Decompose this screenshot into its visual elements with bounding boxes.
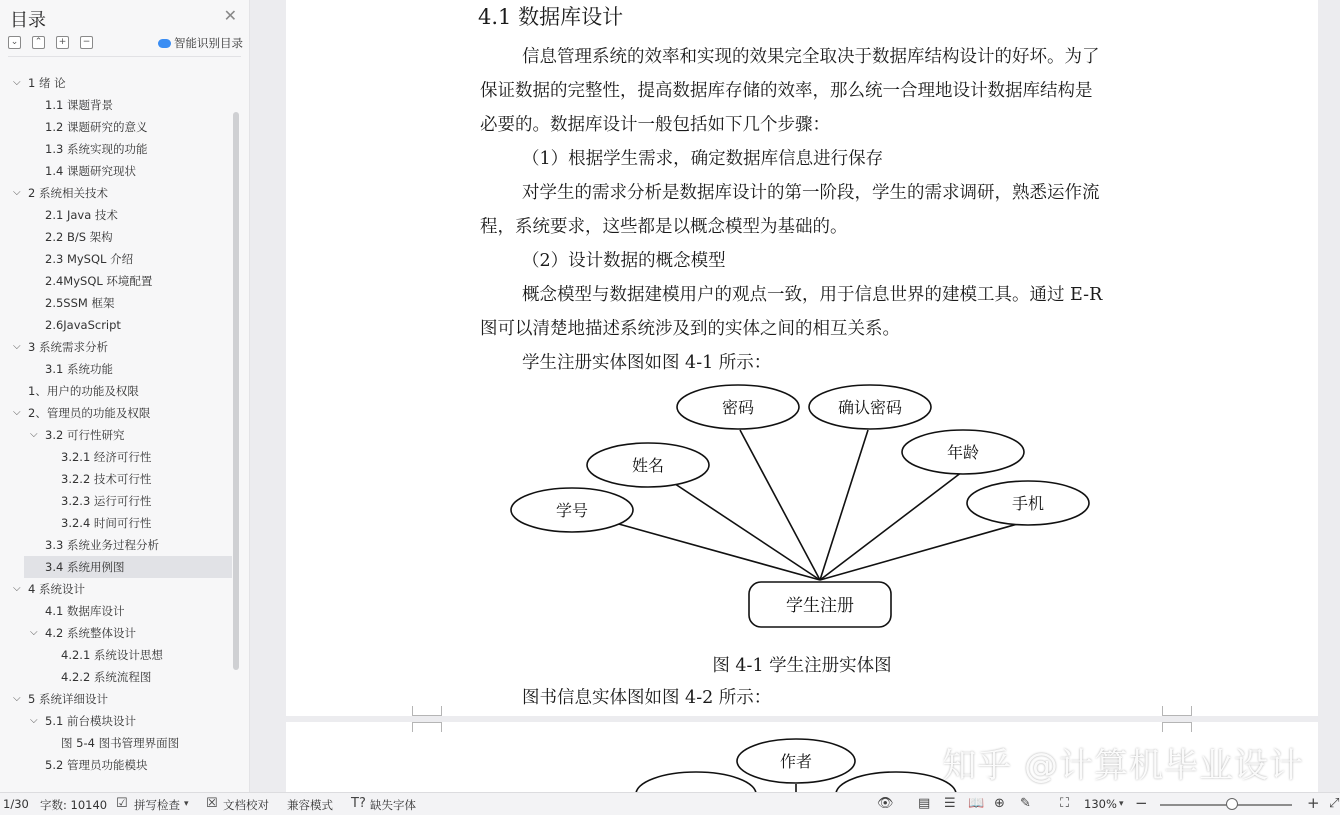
eye-protection-icon[interactable]: 👁 bbox=[877, 796, 894, 811]
toc-header bbox=[0, 0, 249, 34]
read-view-icon[interactable]: 📖 bbox=[968, 796, 985, 811]
toc-item[interactable] bbox=[0, 204, 236, 226]
toc-item-label: 2、管理员的功能及权限 bbox=[28, 406, 151, 420]
spell-check-icon: ☑ bbox=[116, 796, 128, 811]
toc-item[interactable] bbox=[0, 600, 236, 622]
watermark-text: 知乎 @计算机毕业设计 bbox=[942, 746, 1304, 786]
toc-item-label: 1.1 课题背景 bbox=[45, 98, 113, 112]
chevron-down-icon[interactable]: ⌵ bbox=[13, 583, 21, 594]
toc-item-label: 1.2 课题研究的意义 bbox=[45, 120, 148, 134]
document-page bbox=[286, 0, 1318, 716]
toc-item-label: 5.1 前台模块设计 bbox=[45, 714, 136, 728]
toc-item[interactable] bbox=[0, 138, 236, 160]
proofread-icon: ☒ bbox=[206, 796, 218, 811]
er-attribute bbox=[836, 772, 956, 792]
toc-item[interactable] bbox=[24, 556, 232, 578]
paragraph-line: 对学生的需求分析是数据库设计的第一阶段，学生的需求调研，熟悉运作流 bbox=[522, 183, 1100, 203]
toc-toolbar bbox=[0, 34, 249, 56]
status-bar bbox=[0, 792, 1340, 815]
paragraph-line: 图可以清楚地描述系统涉及到的实体之间的相互关系。 bbox=[480, 319, 900, 339]
spell-check-button[interactable]: 拼写检查 bbox=[134, 798, 180, 812]
toc-item[interactable] bbox=[0, 578, 236, 600]
toc-item[interactable] bbox=[0, 314, 236, 336]
zoom-level[interactable]: 130% bbox=[1084, 797, 1117, 811]
toc-item[interactable] bbox=[0, 116, 236, 138]
toc-divider bbox=[8, 56, 241, 57]
paragraph-line: 保证数据的完整性，提高数据库存储的效率，那么统一合理地设计数据库结构是 bbox=[480, 81, 1093, 101]
toc-item-label: 2.4MySQL 环境配置 bbox=[45, 274, 153, 288]
paragraph-line: （1）根据学生需求，确定数据库信息进行保存 bbox=[522, 149, 884, 169]
toc-item-label: 1.4 课题研究现状 bbox=[45, 164, 136, 178]
toc-item[interactable] bbox=[0, 358, 236, 380]
toc-list bbox=[0, 72, 236, 790]
toc-item[interactable] bbox=[0, 490, 236, 512]
toc-item-label: 4.2.2 系统流程图 bbox=[61, 670, 152, 684]
chevron-down-icon[interactable]: ⌵ bbox=[13, 77, 21, 88]
missing-font-button[interactable]: 缺失字体 bbox=[370, 798, 416, 812]
er-attribute-label: 手机 bbox=[1011, 494, 1045, 513]
toc-item[interactable] bbox=[0, 270, 236, 292]
toc-item-label: 3.2.4 时间可行性 bbox=[61, 516, 152, 530]
toc-item[interactable] bbox=[0, 622, 236, 644]
toc-item[interactable] bbox=[0, 72, 236, 94]
document-area bbox=[250, 0, 1340, 792]
toc-item-label: 3.3 系统业务过程分析 bbox=[45, 538, 159, 552]
proofread-button[interactable]: 文档校对 bbox=[223, 798, 269, 812]
toc-item[interactable] bbox=[0, 710, 236, 732]
smart-toc-button[interactable] bbox=[158, 35, 243, 51]
pen-icon[interactable]: ✎ bbox=[1020, 796, 1031, 811]
fit-page-icon[interactable]: ⛶ bbox=[1060, 796, 1070, 811]
toc-item[interactable] bbox=[0, 248, 236, 270]
expand-all-icon[interactable]: ⌄ bbox=[8, 36, 21, 49]
toc-item[interactable] bbox=[0, 226, 236, 248]
close-icon[interactable]: ✕ bbox=[223, 6, 237, 25]
er-attribute bbox=[636, 772, 756, 792]
toc-item-label: 5.2 管理员功能模块 bbox=[45, 758, 148, 772]
paragraph-line: （2）设计数据的概念模型 bbox=[522, 251, 726, 271]
toc-item-label: 3 系统需求分析 bbox=[28, 340, 108, 354]
er-attribute-label: 学号 bbox=[555, 501, 589, 520]
toc-item-label: 3.2.3 运行可行性 bbox=[61, 494, 152, 508]
toc-item-label: 3.2.2 技术可行性 bbox=[61, 472, 152, 486]
toc-item[interactable] bbox=[0, 754, 236, 776]
chevron-down-icon[interactable]: ⌵ bbox=[13, 341, 21, 352]
paragraph-line: 信息管理系统的效率和实现的效果完全取决于数据库结构设计的好坏。为了 bbox=[522, 47, 1100, 67]
toc-item[interactable] bbox=[0, 534, 236, 556]
zoom-out-icon[interactable]: − bbox=[1135, 794, 1148, 812]
paragraph-line: 必要的。数据库设计一般包括如下几个步骤： bbox=[480, 115, 830, 135]
chevron-down-icon[interactable]: ⌵ bbox=[13, 407, 21, 418]
toc-item[interactable] bbox=[0, 446, 236, 468]
outline-view-icon[interactable]: ☰ bbox=[944, 796, 956, 811]
toc-scrollbar[interactable] bbox=[233, 112, 239, 670]
chevron-down-icon[interactable]: ⌵ bbox=[30, 627, 38, 638]
toc-item-label: 2.1 Java 技术 bbox=[45, 208, 118, 222]
section-heading: 4.1 数据库设计 bbox=[478, 5, 624, 29]
toc-item[interactable] bbox=[0, 732, 236, 754]
toc-item-label: 4.1 数据库设计 bbox=[45, 604, 125, 618]
er-attribute-label: 密码 bbox=[721, 398, 755, 417]
er-attribute-label: 姓名 bbox=[631, 456, 665, 475]
collapse-all-icon[interactable]: ⌃ bbox=[32, 36, 45, 49]
toc-item-label: 1 绪 论 bbox=[28, 76, 66, 90]
compat-mode-label: 兼容模式 bbox=[287, 798, 333, 812]
toc-item[interactable] bbox=[0, 512, 236, 534]
zoom-in-icon[interactable]: + bbox=[1307, 794, 1320, 812]
chevron-down-icon[interactable]: ▾ bbox=[1119, 799, 1124, 809]
toc-item-label: 1、用户的功能及权限 bbox=[28, 384, 139, 398]
chevron-down-icon[interactable]: ⌵ bbox=[13, 693, 21, 704]
toc-item-label: 2.6JavaScript bbox=[45, 318, 121, 332]
toc-item-label: 5 系统详细设计 bbox=[28, 692, 108, 706]
toc-item-label: 2.3 MySQL 介绍 bbox=[45, 252, 134, 266]
er-attribute-label: 确认密码 bbox=[837, 398, 903, 417]
toc-item[interactable] bbox=[0, 292, 236, 314]
page-corner-mark bbox=[1162, 706, 1192, 716]
toc-item-label: 2.5SSM 框架 bbox=[45, 296, 115, 310]
page-view-icon[interactable]: ▤ bbox=[918, 796, 931, 811]
toc-sidebar bbox=[0, 0, 250, 792]
zoom-slider-handle[interactable] bbox=[1226, 798, 1238, 810]
toc-item-label: 3.1 系统功能 bbox=[45, 362, 113, 376]
page-indicator[interactable]: 1/30 bbox=[3, 797, 29, 811]
toc-item-label: 3.2.1 经济可行性 bbox=[61, 450, 152, 464]
chevron-down-icon[interactable]: ⌵ bbox=[13, 187, 21, 198]
fullscreen-icon[interactable]: ⤢ bbox=[1329, 796, 1340, 811]
remove-heading-icon[interactable]: − bbox=[80, 36, 93, 49]
toc-item[interactable] bbox=[0, 688, 236, 710]
toc-item[interactable] bbox=[0, 380, 236, 402]
er-entity-label: 学生注册 bbox=[786, 596, 854, 616]
toc-item[interactable] bbox=[0, 644, 236, 666]
toc-item[interactable] bbox=[0, 424, 236, 446]
paragraph-line: 学生注册实体图如图 4-1 所示： bbox=[522, 353, 772, 373]
paragraph-line: 概念模型与数据建模用户的观点一致，用于信息世界的建模工具。通过 E-R bbox=[522, 285, 1103, 305]
toc-item-label: 4.2 系统整体设计 bbox=[45, 626, 136, 640]
word-count[interactable]: 字数: 10140 bbox=[40, 798, 108, 812]
toc-title: 目录 bbox=[10, 10, 46, 31]
page-corner-mark bbox=[412, 706, 442, 716]
toc-item[interactable] bbox=[0, 402, 236, 424]
paragraph-line: 图书信息实体图如图 4-2 所示： bbox=[522, 688, 772, 708]
chevron-down-icon[interactable]: ⌵ bbox=[30, 715, 38, 726]
smart-toc-label: 智能识别目录 bbox=[174, 36, 243, 50]
figure-caption: 图 4-1 学生注册实体图 bbox=[712, 656, 892, 676]
add-heading-icon[interactable]: + bbox=[56, 36, 69, 49]
toc-item[interactable] bbox=[0, 336, 236, 358]
smart-toc-icon bbox=[158, 39, 171, 48]
er-diagram bbox=[286, 380, 1318, 640]
toc-item-label: 2 系统相关技术 bbox=[28, 186, 108, 200]
toc-item-label: 1.3 系统实现的功能 bbox=[45, 142, 148, 156]
missing-font-icon: T? bbox=[351, 796, 366, 811]
web-view-icon[interactable]: ⊕ bbox=[994, 796, 1005, 811]
chevron-down-icon[interactable]: ▾ bbox=[184, 799, 189, 809]
er-attribute-label: 作者 bbox=[779, 752, 813, 771]
toc-item-label: 3.4 系统用例图 bbox=[45, 560, 125, 574]
toc-item[interactable] bbox=[0, 666, 236, 688]
toc-item[interactable] bbox=[0, 160, 236, 182]
toc-item-label: 图 5-4 图书管理界面图 bbox=[61, 736, 180, 750]
toc-item-label: 3.2 可行性研究 bbox=[45, 428, 125, 442]
toc-item[interactable] bbox=[0, 468, 236, 490]
paragraph-line: 程，系统要求，这些都是以概念模型为基础的。 bbox=[480, 217, 848, 237]
toc-item-label: 4.2.1 系统设计思想 bbox=[61, 648, 163, 662]
toc-item[interactable] bbox=[0, 182, 236, 204]
toc-item-label: 2.2 B/S 架构 bbox=[45, 230, 113, 244]
chevron-down-icon[interactable]: ⌵ bbox=[30, 429, 38, 440]
toc-item[interactable] bbox=[0, 94, 236, 116]
toc-item-label: 4 系统设计 bbox=[28, 582, 85, 596]
er-attribute-label: 年龄 bbox=[946, 443, 980, 462]
